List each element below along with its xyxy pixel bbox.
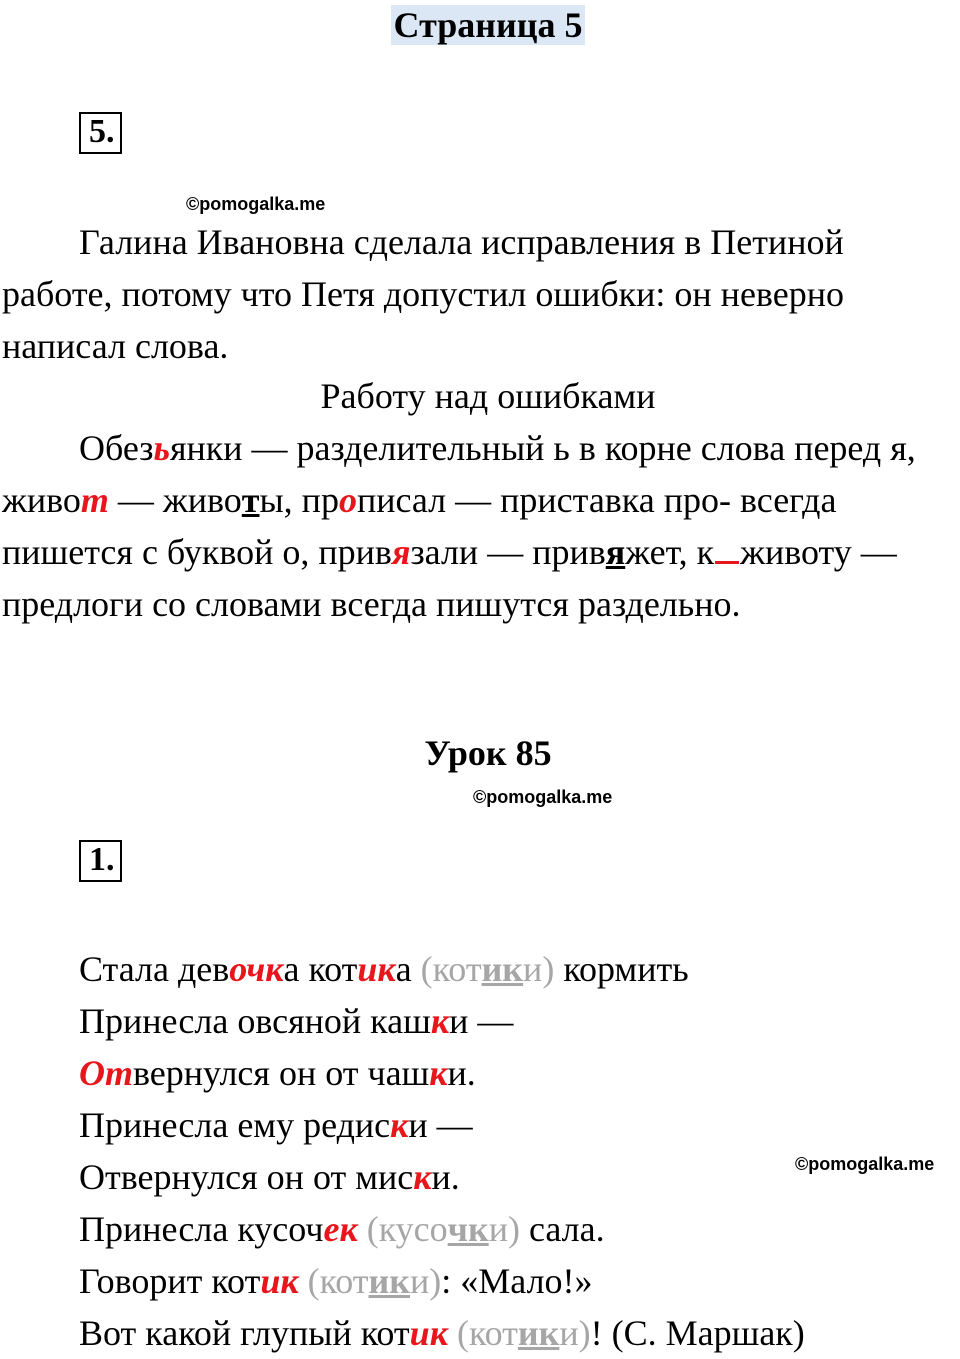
page-title: Страница 5 <box>0 2 960 48</box>
subtitle: Работу над ошибками <box>320 376 656 416</box>
watermark: ©pomogalka.me <box>186 194 326 214</box>
poem-line: Принесла овсяной кашки — <box>79 1001 514 1041</box>
corrections-paragraph: Обезьянки — разделительный ь в корне слова перед я, живот — животы, прописал — приставка про- всегда пишется с буквой о, привязали — привяжет, к животу — предлоги со словами всегда пишутся раздельно. <box>2 428 916 624</box>
separate-writing-mark <box>715 531 739 564</box>
task-number: 5. <box>79 112 122 154</box>
poem-line: Принесла ему редиски — <box>79 1105 473 1145</box>
poem-line: Принесла кусочек (кусочки) сала. <box>79 1209 605 1249</box>
lesson-title: Урок 85 <box>424 733 552 773</box>
poem-line: Говорит котик (котики): «Мало!» <box>79 1261 593 1301</box>
answer-paragraph: Галина Ивановна сделала исправления в Петиной работе, потому что Петя допустил ошибки: он неверно написал слова. <box>2 222 844 366</box>
poem <box>79 943 805 1359</box>
watermark: ©pomogalka.me <box>473 787 613 807</box>
poem-line: Вот какой глупый котик (котики)! (С. Маршак) <box>79 1313 805 1353</box>
poem-line: Отвернулся он от чашки. <box>79 1053 476 1093</box>
task-number: 1. <box>79 840 122 882</box>
poem-line: Стала девочка котика (котики) кормить <box>79 949 689 989</box>
poem-line: Отвернулся он от миски. <box>79 1157 460 1197</box>
watermark: ©pomogalka.me <box>795 1154 935 1174</box>
